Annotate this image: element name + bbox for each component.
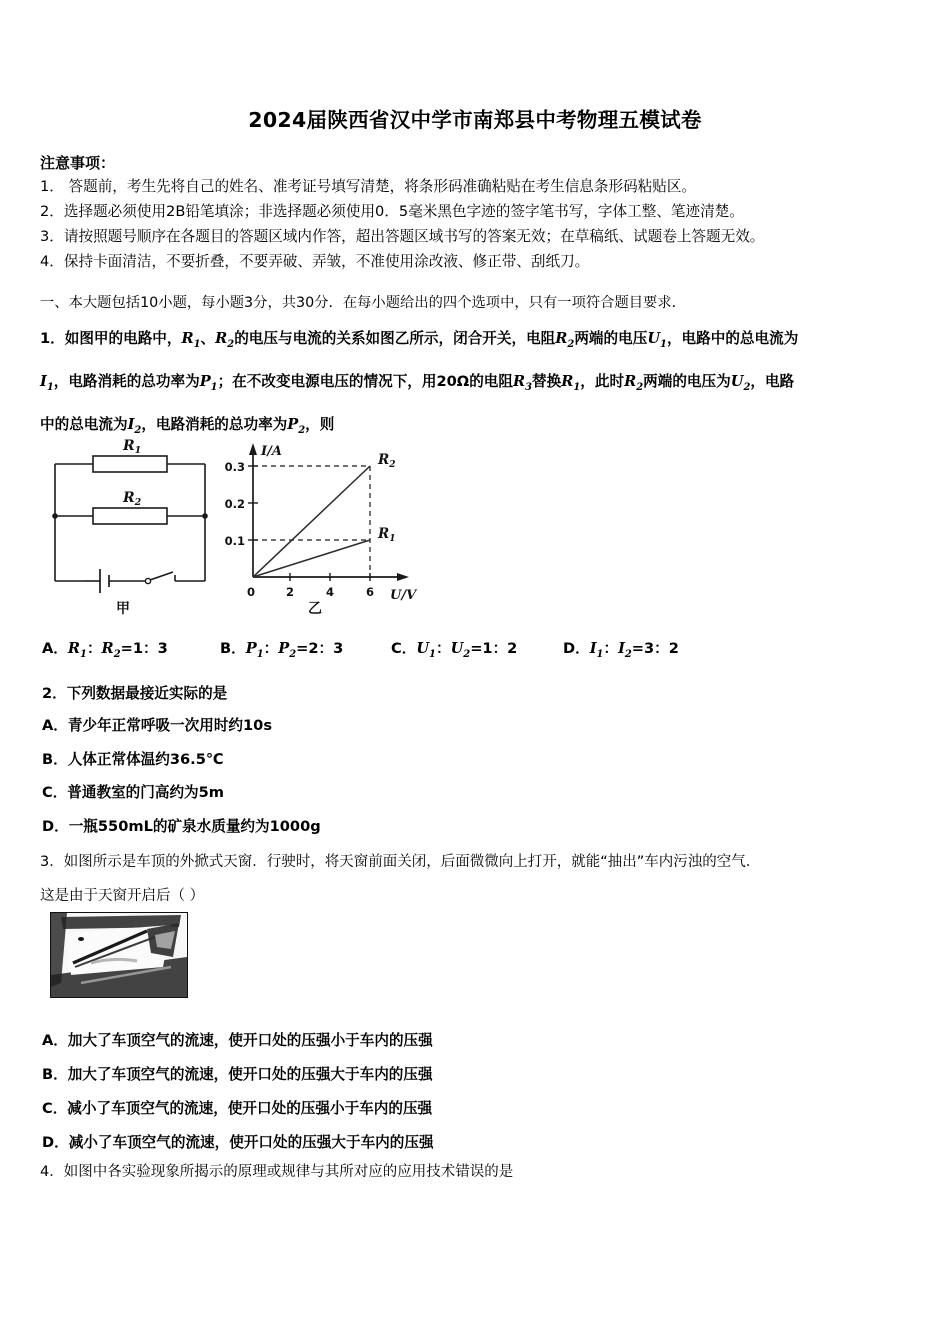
question-1-line-3: 中的总电流为$I_2$，电路消耗的总功率为$P_2$，则	[40, 415, 335, 436]
question-2-option-c[interactable]: C．普通教室的门高约为5m	[42, 784, 225, 801]
iv-graph	[225, 443, 418, 617]
question-2-stem: 2．下列数据最接近实际的是	[42, 685, 228, 702]
circuit-caption-jia: 甲	[116, 601, 130, 617]
switch-symbol	[145, 572, 175, 584]
label-r1: $R_1$	[123, 438, 142, 456]
junction-dot-right	[202, 513, 208, 519]
var-r2c: $R_2$	[624, 372, 644, 393]
var-u1: $U_1$	[647, 330, 667, 350]
junction-dot-left	[52, 513, 58, 519]
series-line-r1	[253, 540, 370, 577]
question-2-option-b[interactable]: B．人体正常体温约36.5℃	[42, 750, 224, 768]
resistor-r2-box	[93, 508, 167, 524]
circuit-and-graph-svg	[45, 433, 445, 618]
option-b[interactable]: B．$P_1$：$P_2=2$：3	[220, 640, 344, 660]
xtick-6: 6	[365, 585, 375, 599]
option-a[interactable]: A．$R_1$：$R_2=1$：3	[42, 640, 168, 660]
option-c[interactable]: C．$U_1$：$U_2=1$：2	[391, 640, 518, 660]
question-4-stem: 4．如图中各实验现象所揭示的原理或规律与其所对应的应用技术错误的是	[40, 1164, 514, 1180]
question-1-line-1: 1．如图甲的电路中，$R_1$、$R_2$的电压与电流的关系如图乙所示，闭合开关，电阻$R_2$两端的电压$U_1$，电路中的总电流为	[40, 330, 799, 350]
var-i2: $I_2$	[127, 415, 142, 436]
ytick-02: 0.2	[224, 497, 245, 511]
ytick-03: 0.3	[224, 460, 245, 474]
question-3-options	[42, 1024, 922, 1160]
question-3-option-a[interactable]: A．加大了车顶空气的流速，使开口处的压强小于车内的压强	[42, 1032, 433, 1049]
graph-caption-yi: 乙	[308, 601, 322, 617]
page-title: 2024届陕西省汉中学市南郑县中考物理五模试卷	[248, 108, 702, 132]
question-1-line-2: $I_1$，电路消耗的总功率为$P_1$；在不改变电源电压的情况下，用20Ω的电阻$R_3$替换$R_1$，此时$R_2$两端的电压为$U_2$，电路	[40, 372, 795, 393]
var-p1: $P_1$	[199, 372, 218, 393]
series-label-r1: $R_1$	[378, 526, 396, 544]
battery-symbol	[100, 569, 109, 593]
question-3-option-c[interactable]: C．减小了车顶空气的流速，使开口处的压强小于车内的压强	[42, 1100, 433, 1117]
question-2-option-a[interactable]: A．青少年正常呼吸一次用时约10s	[42, 717, 273, 734]
xtick-4: 4	[325, 585, 335, 599]
question-3-stem-line-1: 3．如图所示是车顶的外掀式天窗．行驶时，将天窗前面关闭，后面微微向上打开，就能“抽出”车内污浊的空气．	[40, 854, 761, 870]
sunroof-photo	[50, 912, 188, 998]
notice-item: 3．请按照题号顺序在各题目的答题区域内作答，超出答题区域书写的答案无效；在草稿纸、试题卷上答题无效。	[40, 228, 765, 245]
label-r2: $R_2$	[123, 490, 142, 508]
question-3-option-b[interactable]: B．加大了车顶空气的流速，使开口处的压强大于车内的压强	[42, 1066, 433, 1083]
notice-item: 1． 答题前，考生先将自己的姓名、准考证号填写清楚，将条形码准确粘贴在考生信息条形码粘贴区。	[40, 178, 697, 195]
var-r1: $R_1$	[181, 330, 201, 350]
notice-heading: 注意事项：	[40, 154, 116, 172]
option-d[interactable]: D．$I_1$：$I_2=3$：2	[563, 640, 679, 660]
notice-item: 2．选择题必须使用2B铅笔填涂；非选择题必须使用0．5毫米黑色字迹的签字笔书写，字体工整、笔迹清楚。	[40, 203, 744, 220]
question-3-stem-line-2: 这是由于天窗开启后（ ）	[40, 888, 205, 904]
graph-xlabel: U/V	[390, 588, 417, 603]
sunroof-illustration	[51, 913, 187, 997]
series-line-r2	[253, 466, 370, 577]
question-2	[42, 678, 922, 843]
graph-ylabel: I/A	[261, 444, 282, 459]
question-1-options	[42, 637, 922, 660]
series-label-r2: $R_2$	[378, 452, 396, 470]
resistor-r1-box	[93, 456, 167, 472]
question-3-stem	[40, 845, 930, 913]
xtick-0: 0	[246, 585, 256, 599]
var-r2: $R_2$	[215, 330, 235, 350]
xtick-2: 2	[285, 585, 295, 599]
var-r1b: $R_1$	[561, 372, 581, 393]
var-u2: $U_2$	[730, 372, 751, 393]
var-i1: $I_1$	[40, 372, 54, 393]
section-heading: 一、本大题包括10小题，每小题3分，共30分．在每小题给出的四个选项中，只有一项符合题目要求．	[40, 295, 686, 311]
var-r3: $R_3$	[512, 372, 533, 393]
question-3-option-d[interactable]: D．减小了车顶空气的流速，使开口处的压强大于车内的压强	[42, 1134, 434, 1151]
var-p2: $P_2$	[287, 415, 306, 436]
question-2-option-d[interactable]: D．一瓶550mL的矿泉水质量约为1000g	[42, 817, 321, 835]
var-r2b: $R_2$	[555, 330, 575, 350]
question-1-figure	[45, 433, 445, 618]
question-1-stem	[40, 320, 920, 449]
notice-item: 4．保持卡面清洁，不要折叠，不要弄破、弄皱，不准使用涂改液、修正带、刮纸刀。	[40, 253, 590, 270]
notice-list	[40, 174, 918, 274]
ytick-01: 0.1	[224, 534, 245, 548]
